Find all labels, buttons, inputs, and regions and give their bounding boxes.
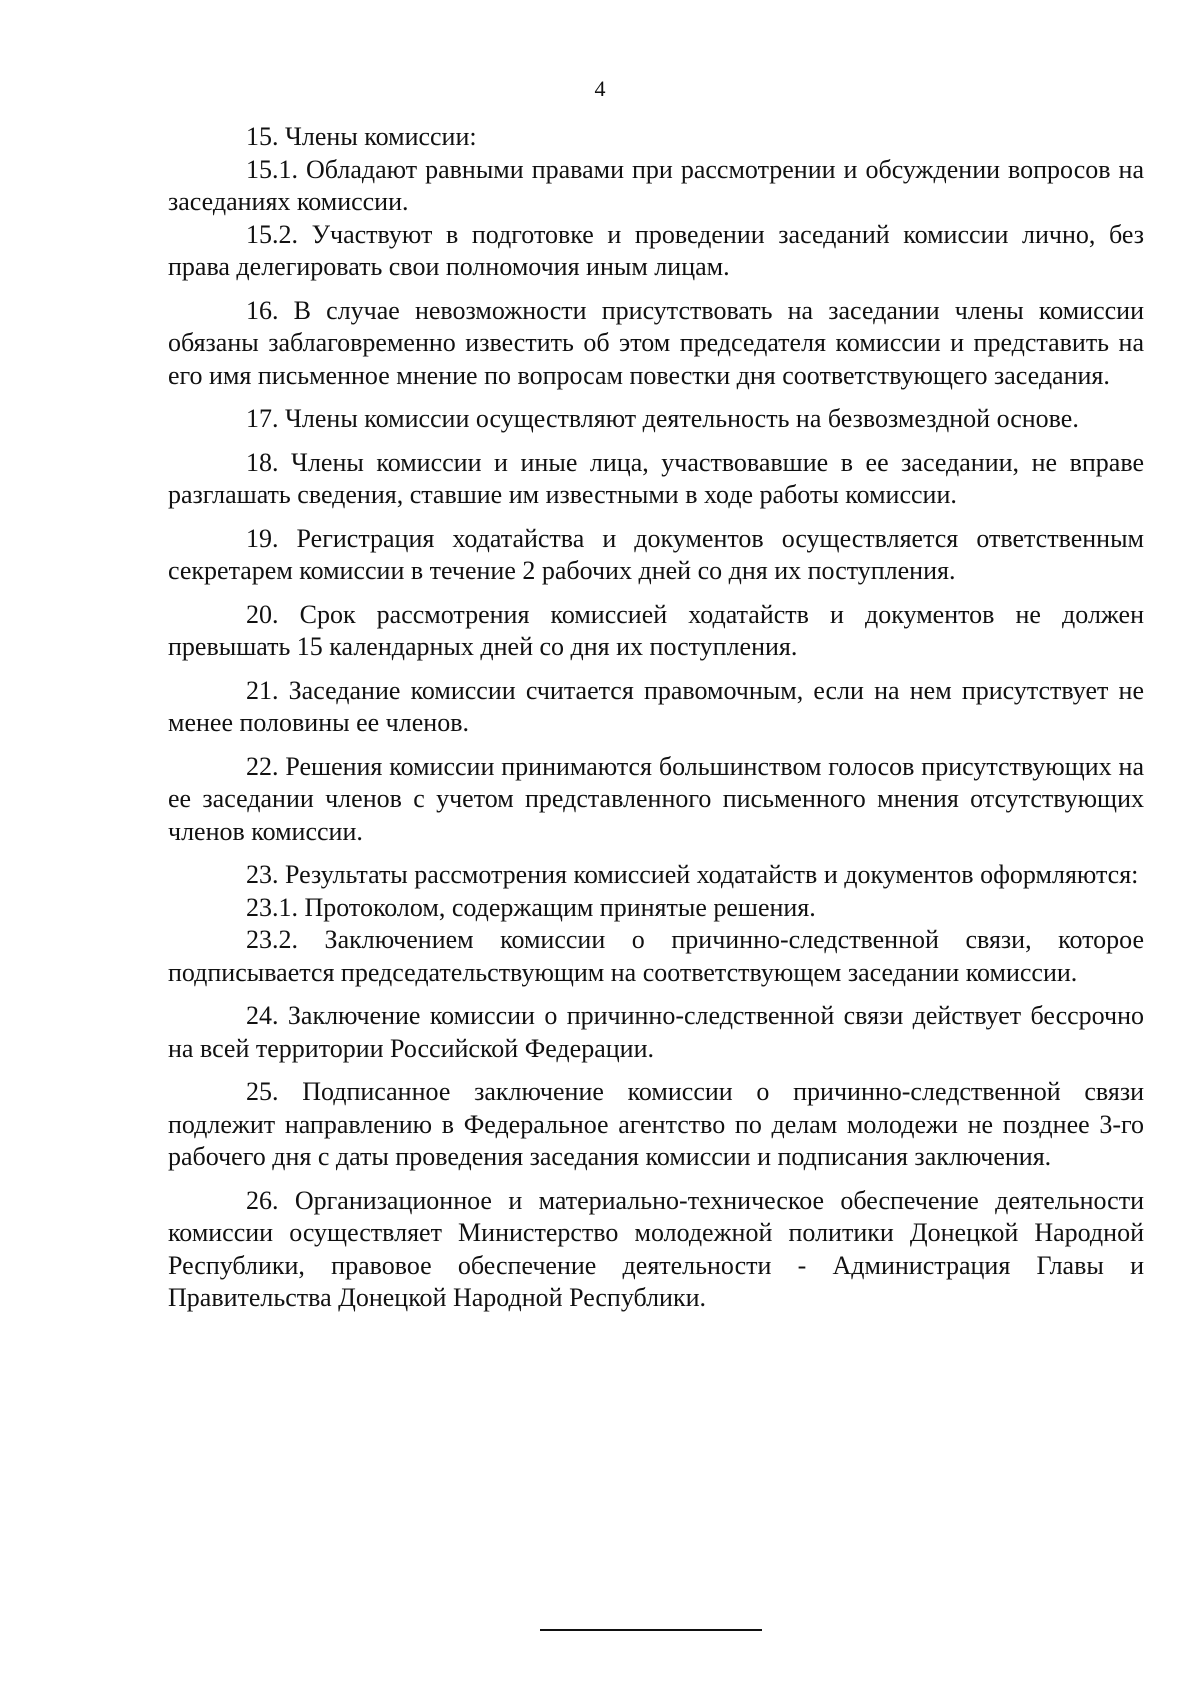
paragraph-17: 17. Члены комиссии осуществляют деятельность на безвозмездной основе. <box>246 404 1079 433</box>
paragraph-15-1: 15.1. Обладают равными правами при рассмотрении и обсуждении вопросов на заседаниях комиссии. <box>168 154 1144 216</box>
paragraph-25: 25. Подписанное заключение комиссии о причинно-следственной связи подлежит направлению в Федеральное агентство по делам молодежи не позднее 3-го рабочего дня с даты проведения заседания комиссии и подписания заключения. <box>168 1077 1144 1171</box>
paragraph-15: 15. Члены комиссии: <box>246 122 477 151</box>
paragraph-22: 22. Решения комиссии принимаются большинством голосов присутствующих на ее заседании членов с учетом представленного письменного мнения отсутствующих членов комиссии. <box>168 751 1144 846</box>
paragraph-23-2: 23.2. Заключением комиссии о причинно-следственной связи, которое подписывается председательствующим на соответствующем заседании комиссии. <box>168 925 1144 987</box>
paragraph-23: 23. Результаты рассмотрения комиссией ходатайств и документов оформляются: <box>246 860 1139 889</box>
paragraph-26: 26. Организационное и материально-техническое обеспечение деятельности комиссии осуществляет Министерство молодежной политики Донецкой Народной Республики, правовое обеспечение деятельности - Администрация Главы и Правительства Донецкой Народной Республики. <box>168 1185 1144 1312</box>
paragraph-19: 19. Регистрация ходатайства и документов осуществляется ответственным секретарем комиссии в течение 2 рабочих дней со дня их поступления. <box>168 523 1144 585</box>
paragraph-20: 20. Срок рассмотрения комиссией ходатайств и документов не должен превышать 15 календарных дней со дня их поступления. <box>168 599 1144 661</box>
paragraph-21: 21. Заседание комиссии считается правомочным, если на нем присутствует не менее половины ее членов. <box>168 675 1144 737</box>
paragraph-23-1: 23.1. Протоколом, содержащим принятые решения. <box>246 892 816 922</box>
end-of-document-rule <box>540 1629 762 1631</box>
paragraph-16: 16. В случае невозможности присутствовать на заседании члены комиссии обязаны заблаговременно известить об этом председателя комиссии и представить на его имя письменное мнение по вопросам повестки дня соответствующего заседания. <box>168 295 1144 390</box>
paragraph-18: 18. Члены комиссии и иные лица, участвовавшие в ее заседании, не вправе разглашать сведения, ставшие им известными в ходе работы комиссии. <box>168 447 1144 509</box>
paragraph-15-2: 15.2. Участвуют в подготовке и проведении заседаний комиссии лично, без права делегировать свои полномочия иным лицам. <box>168 219 1144 281</box>
document-body <box>168 121 1144 1315</box>
page-number: 4 <box>594 76 606 101</box>
paragraph-24: 24. Заключение комиссии о причинно-следственной связи действует бессрочно на всей территории Российской Федерации. <box>168 1001 1144 1063</box>
